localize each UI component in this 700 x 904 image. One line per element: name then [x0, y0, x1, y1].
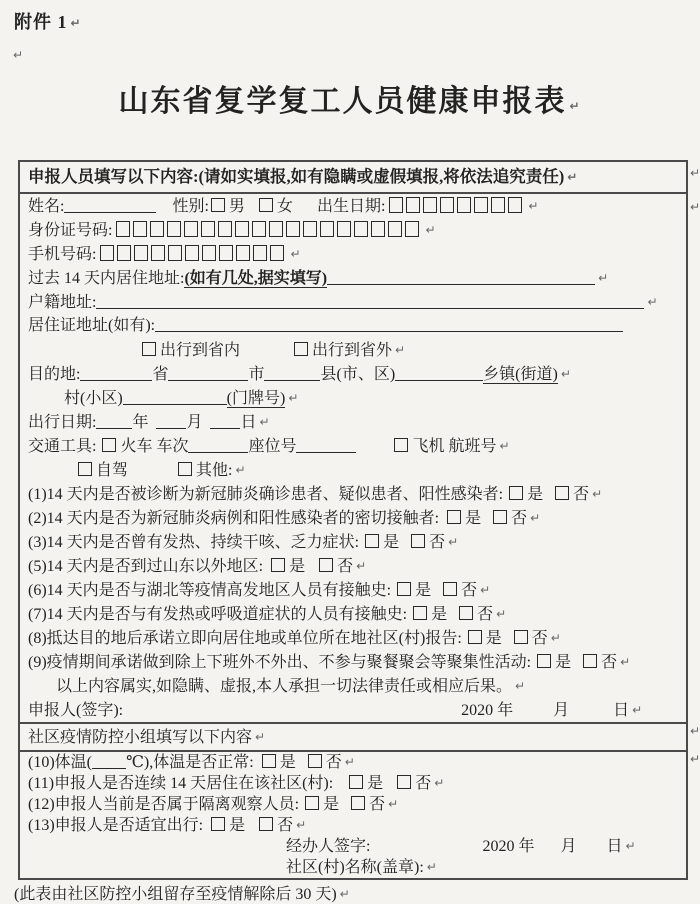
community-stamp-row — [20, 857, 686, 878]
attachment-label-text: 附件 1 — [14, 12, 68, 32]
label: (12)申报人当前是否属于隔离观察人员: — [28, 796, 300, 813]
checkbox[interactable] — [308, 754, 322, 768]
label: 是 — [383, 534, 400, 551]
spacer — [481, 522, 491, 523]
paragraph-mark-icon: ↵ — [388, 797, 399, 811]
blank-field-line[interactable] — [156, 414, 186, 429]
checkbox[interactable] — [514, 630, 528, 644]
checkbox[interactable] — [397, 582, 411, 596]
spacer — [339, 808, 349, 809]
label: (6)14 天内是否与湖北等疫情高发地区人员有接触史: — [28, 582, 392, 599]
paragraph-mark-icon: ↵ — [235, 463, 246, 477]
checkbox[interactable] — [294, 342, 308, 356]
spacer — [531, 666, 535, 667]
spacer — [202, 426, 210, 427]
label: 是 — [289, 558, 306, 575]
label: 是 — [229, 817, 246, 834]
blank-field-line[interactable] — [96, 414, 132, 429]
spacer — [439, 522, 445, 523]
spacer — [293, 210, 317, 211]
label: 户籍地址: — [28, 294, 97, 311]
form-title-text: 山东省复学复工人员健康申报表 — [118, 85, 567, 118]
label: 2020 年 — [482, 838, 535, 855]
spacer — [254, 766, 260, 767]
question-6-row — [20, 578, 686, 602]
phone-number-row — [20, 242, 686, 266]
spacer — [305, 570, 317, 571]
label: 出行到省内 — [160, 342, 241, 359]
checkbox[interactable] — [271, 558, 285, 572]
label: 座位号 — [248, 438, 297, 455]
label: 姓名: — [28, 198, 65, 215]
declaration-row — [20, 674, 686, 698]
checkbox[interactable] — [211, 198, 225, 212]
checkbox[interactable] — [537, 654, 551, 668]
label: (10)体温( — [28, 754, 92, 771]
spacer — [299, 808, 303, 809]
name-gender-birth-row — [20, 194, 686, 218]
label: 是 — [323, 796, 340, 813]
declaration-form-table — [18, 160, 688, 880]
spacer — [296, 766, 306, 767]
spacer — [356, 450, 392, 451]
label: 否 — [369, 796, 386, 813]
label: 手机号码: — [28, 246, 97, 263]
label: 市 — [248, 366, 265, 383]
checkbox[interactable] — [142, 342, 156, 356]
label: (11)申报人是否连续 14 天居住在该社区(村): — [28, 775, 334, 792]
label: (8)抵达目的地后承诺立即向居住地或单位所在地社区(村)报告: — [28, 630, 462, 647]
section2-header-text: 社区疫情防控小组填写以下内容 — [28, 729, 253, 746]
household-address-row — [20, 290, 686, 314]
blank-field-line[interactable] — [168, 366, 248, 381]
paragraph-mark-icon: ↵ — [567, 170, 578, 184]
paragraph-mark-icon: ↵ — [569, 99, 582, 113]
label: (1)14 天内是否被诊断为新冠肺炎确诊患者、疑似患者、阳性感染者: — [28, 486, 504, 503]
spacer — [502, 642, 512, 643]
question-13-row — [20, 815, 686, 836]
paragraph-mark-icon: ↵ — [499, 439, 510, 453]
paragraph-mark-icon: ↵ — [290, 247, 301, 261]
blank-field-line[interactable] — [80, 366, 152, 381]
checkbox[interactable] — [211, 817, 225, 831]
label: 否 — [461, 582, 478, 599]
footer-note-text: (此表由社区防控小组留存至疫情解除后 30 天) — [14, 886, 337, 903]
checkbox[interactable] — [459, 606, 473, 620]
label: 交通工具: — [28, 438, 97, 455]
spacer — [333, 787, 347, 788]
spacer — [245, 829, 257, 830]
question-7-row — [20, 602, 686, 626]
label: 火车 车次 — [120, 438, 189, 455]
spacer — [123, 714, 461, 715]
blank-field-line[interactable] — [296, 438, 356, 453]
checkbox[interactable] — [413, 606, 427, 620]
paragraph-mark-icon: ↵ — [647, 295, 658, 309]
checkbox[interactable] — [305, 796, 319, 810]
checkbox[interactable] — [447, 510, 461, 524]
section1-header-text: 申报人员填写以下内容:(请如实填报,如有隐瞒或虚假填报,将依法追究责任) — [28, 167, 565, 186]
past14days-address-row — [20, 266, 686, 290]
paragraph-mark-icon: ↵ — [296, 818, 307, 832]
question-3-row — [20, 530, 686, 554]
label: 目的地: — [28, 366, 81, 383]
agent-sign-row — [20, 836, 686, 857]
checkbox[interactable] — [394, 438, 408, 452]
label: (门牌号) — [226, 390, 286, 407]
checkbox[interactable] — [259, 817, 273, 831]
paragraph-mark-icon: ↵ — [426, 860, 437, 874]
paragraph-mark-icon: ↵ — [690, 166, 700, 180]
digit-boxes[interactable] — [389, 197, 525, 218]
label: 是 — [279, 754, 296, 771]
form-title — [0, 76, 700, 120]
paragraph-mark-icon: ↵ — [690, 752, 700, 766]
paragraph-mark-icon: ↵ — [550, 631, 561, 645]
checkbox[interactable] — [349, 775, 363, 789]
blank-field-line[interactable] — [92, 754, 126, 769]
checkbox[interactable] — [259, 198, 273, 212]
transport-row — [20, 434, 686, 458]
label: 是 — [367, 775, 384, 792]
blank-field-line[interactable] — [327, 270, 595, 285]
paragraph-mark-icon: ↵ — [255, 730, 266, 744]
paragraph-mark-icon: ↵ — [598, 271, 609, 285]
question-10-row — [20, 752, 686, 773]
blank-field-line[interactable] — [155, 317, 623, 332]
checkbox[interactable] — [351, 796, 365, 810]
label: 否 — [531, 630, 548, 647]
paragraph-mark-icon: ↵ — [592, 487, 603, 501]
spacer — [407, 618, 411, 619]
label: (2)14 天内是否为新冠肺炎病例和阳性感染者的密切接触者: — [28, 510, 440, 527]
label: 否 — [601, 654, 618, 671]
label: (7)14 天内是否与有发热或呼吸道症状的人员有接触史: — [28, 606, 408, 623]
checkbox[interactable] — [262, 754, 276, 768]
spacer — [543, 498, 553, 499]
form-section1-header — [20, 162, 686, 194]
label: 是 — [485, 630, 502, 647]
travel-date-row — [20, 410, 686, 434]
label: 年 — [132, 414, 149, 431]
blank-field-line[interactable] — [395, 366, 483, 381]
question-9-row — [20, 650, 686, 674]
spacer — [240, 354, 292, 355]
spacer — [128, 474, 176, 475]
label: 省 — [152, 366, 169, 383]
travel-scope-row — [20, 338, 686, 362]
question-11-row — [20, 773, 686, 794]
blank-field-line[interactable] — [96, 294, 644, 309]
label: 经办人签字: — [286, 838, 371, 855]
label: 否 — [415, 775, 432, 792]
label: 日 — [613, 702, 630, 719]
label: 否 — [325, 754, 342, 771]
label: 飞机 航班号 — [412, 438, 497, 455]
spacer — [96, 450, 100, 451]
paragraph-mark-icon: ↵ — [625, 839, 636, 853]
paragraph-mark-icon: ↵ — [259, 415, 270, 429]
paragraph-mark-icon: ↵ — [434, 776, 445, 790]
label: 否 — [337, 558, 354, 575]
paragraph-mark-icon: ↵ — [344, 755, 355, 769]
paragraph-mark-icon: ↵ — [13, 48, 24, 62]
checkbox[interactable] — [102, 438, 116, 452]
checkbox[interactable] — [443, 582, 457, 596]
paragraph-mark-icon: ↵ — [690, 724, 700, 738]
label: (3)14 天内是否曾有发热、持续干咳、乏力症状: — [28, 534, 360, 551]
spacer — [399, 546, 409, 547]
label: 是 — [527, 486, 544, 503]
spacer — [571, 666, 581, 667]
checkbox[interactable] — [319, 558, 333, 572]
blank-field-line[interactable] — [188, 438, 248, 453]
label: 否 — [511, 510, 528, 527]
label: 申报人(签字): — [28, 702, 124, 719]
paragraph-mark-icon: ↵ — [530, 511, 541, 525]
checkbox[interactable] — [583, 654, 597, 668]
spacer — [462, 642, 466, 643]
label: 以上内容属实,如隐瞒、虚报,本人承担一切法律责任或相应后果。 — [56, 678, 513, 695]
label: 其他: — [196, 462, 233, 479]
blank-field-line[interactable] — [210, 414, 240, 429]
checkbox[interactable] — [411, 534, 425, 548]
spacer — [245, 210, 257, 211]
label: ℃),体温是否正常: — [126, 754, 254, 771]
label: 女 — [276, 198, 293, 215]
paragraph-mark-icon: ↵ — [620, 655, 631, 669]
spacer — [370, 850, 482, 851]
form-section2-header — [20, 722, 686, 752]
label: 过去 14 天内居住地址: — [28, 270, 185, 287]
footer-note — [14, 881, 350, 904]
spacer — [359, 546, 363, 547]
destination-row — [20, 362, 686, 386]
label: 县(市、区) — [320, 366, 396, 383]
label: (5)14 天内是否到过山东以外地区: — [28, 558, 264, 575]
checkbox[interactable] — [397, 775, 411, 789]
spacer — [534, 850, 560, 851]
spacer — [447, 618, 457, 619]
question-2-row — [20, 506, 686, 530]
label: 否 — [277, 817, 294, 834]
form-section2-body — [20, 752, 686, 878]
spacer — [148, 426, 156, 427]
paragraph-mark-icon: ↵ — [448, 535, 459, 549]
label: 是 — [431, 606, 448, 623]
label: 性别: — [172, 198, 209, 215]
blank-field-line[interactable] — [123, 390, 227, 405]
id-number-row — [20, 218, 686, 242]
label: 出生日期: — [316, 198, 386, 215]
label: 日 — [606, 838, 623, 855]
label: 月 — [186, 414, 203, 431]
checkbox[interactable] — [555, 486, 569, 500]
label: (13)申报人是否适宜出行: — [28, 817, 204, 834]
spacer — [431, 594, 441, 595]
spacer — [263, 570, 269, 571]
label: 是 — [415, 582, 432, 599]
paragraph-mark-icon: ↵ — [425, 223, 436, 237]
digit-boxes[interactable] — [100, 245, 287, 266]
label: 是 — [465, 510, 482, 527]
spacer — [203, 829, 209, 830]
attachment-label — [14, 8, 82, 34]
label: 出行日期: — [28, 414, 97, 431]
label: 否 — [573, 486, 590, 503]
transport-row-2 — [20, 458, 686, 482]
paragraph-mark-icon: ↵ — [560, 367, 571, 381]
label: 2020 年 — [461, 702, 514, 719]
spacer — [569, 714, 613, 715]
spacer — [391, 594, 395, 595]
label: 社区(村)名称(盖章): — [286, 859, 424, 876]
label: 村(小区) — [64, 390, 123, 407]
paragraph-mark-icon: ↵ — [632, 703, 643, 717]
question-1-row — [20, 482, 686, 506]
label: 月 — [560, 838, 577, 855]
spacer — [576, 850, 606, 851]
label: 居住证地址(如有): — [28, 317, 156, 334]
checkbox[interactable] — [493, 510, 507, 524]
label: 自驾 — [96, 462, 129, 479]
label: 身份证号码: — [28, 222, 113, 239]
paragraph-mark-icon: ↵ — [288, 391, 299, 405]
paragraph-mark-icon: ↵ — [339, 887, 350, 901]
paragraph-mark-icon: ↵ — [690, 200, 700, 214]
blank-field-line[interactable] — [264, 366, 320, 381]
residence-permit-address-row — [20, 314, 686, 338]
label: 男 — [228, 198, 245, 215]
checkbox[interactable] — [365, 534, 379, 548]
spacer — [383, 787, 395, 788]
checkbox[interactable] — [78, 462, 92, 476]
blank-field-line[interactable] — [64, 198, 156, 213]
paragraph-mark-icon: ↵ — [528, 199, 539, 213]
checkbox[interactable] — [468, 630, 482, 644]
checkbox[interactable] — [178, 462, 192, 476]
label: (如有几处,据实填写) — [184, 270, 328, 287]
label: 月 — [553, 702, 570, 719]
label: (9)疫情期间承诺做到除上下班外不外出、不参与聚餐聚会等聚集性活动: — [28, 654, 532, 671]
paragraph-mark-icon: ↵ — [395, 343, 406, 357]
declarant-sign-row — [20, 698, 686, 722]
paragraph-mark-icon: ↵ — [356, 559, 367, 573]
label: 否 — [477, 606, 494, 623]
label: 否 — [429, 534, 446, 551]
spacer — [513, 714, 553, 715]
digit-boxes[interactable] — [116, 221, 422, 242]
question-12-row — [20, 794, 686, 815]
checkbox[interactable] — [509, 486, 523, 500]
spacer — [156, 210, 172, 211]
label: 乡镇(街道) — [483, 366, 558, 383]
paragraph-mark-icon: ↵ — [496, 607, 507, 621]
label: 出行到省外 — [312, 342, 393, 359]
village-row — [20, 386, 686, 410]
paragraph-mark-icon: ↵ — [515, 679, 526, 693]
spacer — [503, 498, 507, 499]
paragraph-mark-icon: ↵ — [70, 16, 82, 30]
paragraph-mark-icon: ↵ — [480, 583, 491, 597]
label: 日 — [240, 414, 257, 431]
form-section1-body — [20, 194, 686, 722]
question-5-row — [20, 554, 686, 578]
question-8-row — [20, 626, 686, 650]
label: 是 — [555, 654, 572, 671]
